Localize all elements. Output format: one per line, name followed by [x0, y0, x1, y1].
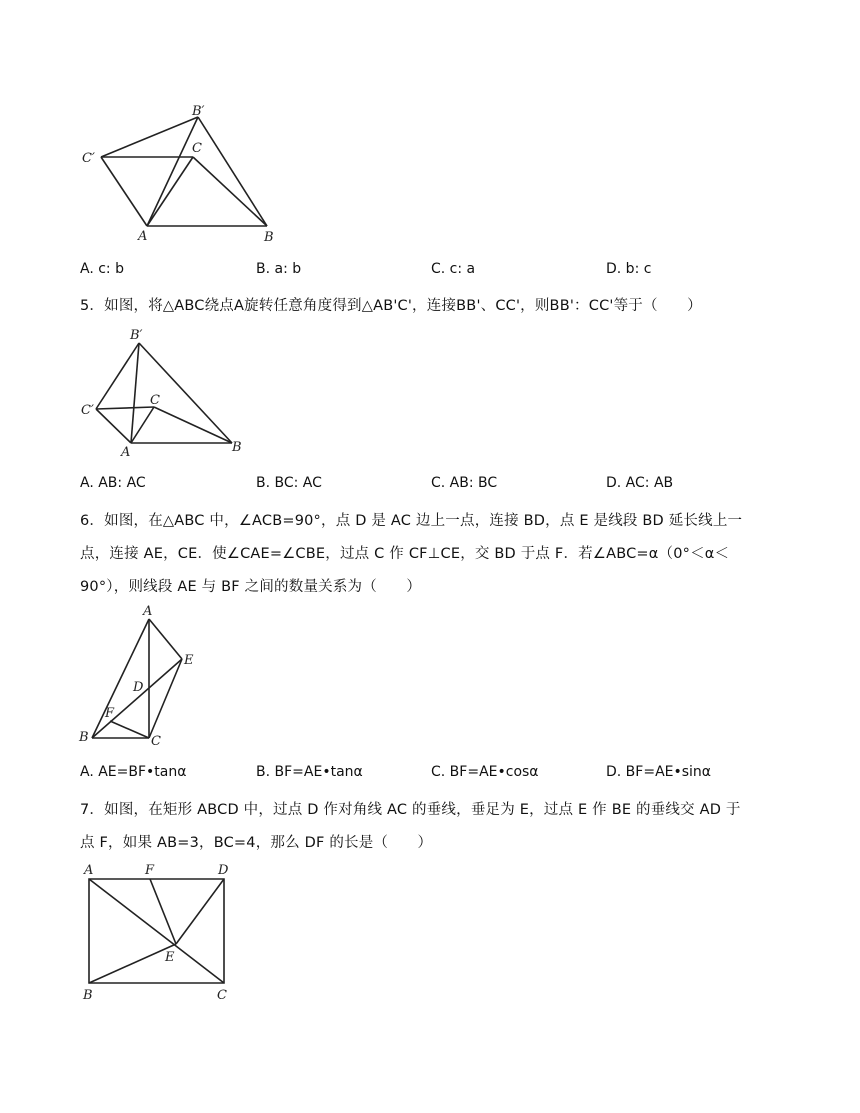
q6-option-d[interactable]: D. BF=AE•sinα	[606, 764, 712, 780]
label-f: F	[145, 863, 155, 878]
label-c: C	[150, 393, 160, 408]
q5-option-b[interactable]: B. BC: AC	[256, 475, 322, 491]
q6-stem-line3: 90°），则线段 AE 与 BF 之间的数量关系为（ ）	[80, 579, 422, 595]
label-d: D	[218, 863, 229, 878]
label-c: C	[192, 141, 202, 156]
label-a: A	[138, 229, 148, 244]
q6-stem-line1: 6．如图，在△ABC 中，∠ACB=90°，点 D 是 AC 边上一点，连接 BD，点 E 是线段 BD 延长线上一	[80, 513, 743, 529]
label-c-prime: C′	[82, 151, 95, 166]
q5-option-d[interactable]: D. AC: AB	[606, 475, 674, 491]
label-f: F	[105, 706, 115, 721]
label-b: B	[264, 230, 274, 245]
label-a: A	[143, 604, 153, 619]
label-b-prime: B′	[192, 104, 205, 119]
label-b: B	[79, 730, 89, 745]
q7-stem-line2: 点 F，如果 AB=3，BC=4，那么 DF 的长是（ ）	[80, 835, 433, 851]
q5-option-a[interactable]: A. AB: AC	[80, 475, 146, 491]
q5-option-c[interactable]: C. AB: BC	[431, 475, 498, 491]
figure-q7	[70, 858, 250, 1008]
figure-q5	[70, 320, 260, 465]
figure-q4	[70, 95, 290, 250]
q6-option-a[interactable]: A. AE=BF•tanα	[80, 764, 187, 780]
figure-q6	[70, 600, 210, 750]
label-e: E	[184, 653, 194, 668]
label-e: E	[165, 950, 175, 965]
label-c: C	[151, 734, 161, 749]
label-c: C	[217, 988, 227, 1003]
label-c-prime: C′	[81, 403, 94, 418]
q4-option-c[interactable]: C. c: a	[431, 261, 476, 277]
label-b-prime: B′	[130, 328, 143, 343]
q5-stem: 5．如图，将△ABC绕点A旋转任意角度得到△AB'C'，连接BB'、CC'，则BB'：CC'等于（ ）	[80, 298, 702, 314]
label-b: B	[232, 440, 242, 455]
q4-option-d[interactable]: D. b: c	[606, 261, 652, 277]
label-a: A	[84, 863, 94, 878]
q7-stem-line1: 7．如图，在矩形 ABCD 中，过点 D 作对角线 AC 的垂线，垂足为 E，过点 E 作 BE 的垂线交 AD 于	[80, 802, 741, 818]
q4-option-a[interactable]: A. c: b	[80, 261, 124, 277]
label-b: B	[83, 988, 93, 1003]
label-a: A	[121, 445, 131, 460]
label-d: D	[133, 680, 144, 695]
q6-option-b[interactable]: B. BF=AE•tanα	[256, 764, 363, 780]
q4-option-b[interactable]: B. a: b	[256, 261, 302, 277]
q6-stem-line2: 点，连接 AE，CE．使∠CAE=∠CBE，过点 C 作 CF⊥CE，交 BD 于点 F．若∠ABC=α（0°＜α＜	[80, 546, 730, 562]
q6-option-c[interactable]: C. BF=AE•cosα	[431, 764, 539, 780]
